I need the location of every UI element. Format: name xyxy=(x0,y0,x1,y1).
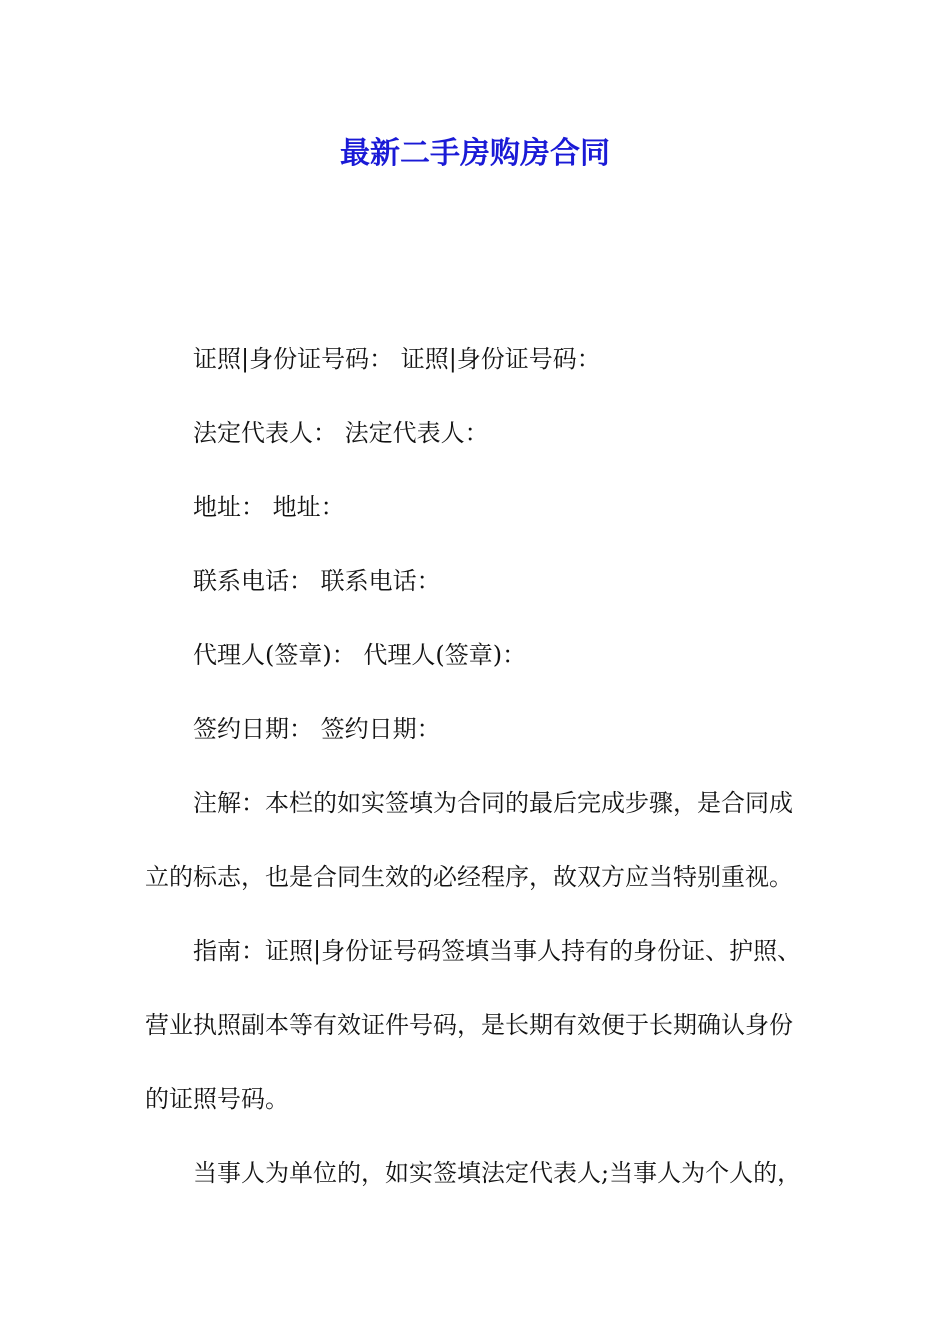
field-legal-representative: 法定代表人： 法定代表人： xyxy=(193,419,489,447)
field-id-number: 证照|身份证号码： 证照|身份证号码： xyxy=(193,345,601,373)
party-paragraph-line-1: 当事人为单位的，如实签填法定代表人;当事人为个人的， xyxy=(193,1159,802,1187)
field-signing-date: 签约日期： 签约日期： xyxy=(193,715,441,743)
guide-paragraph-line-2: 营业执照副本等有效证件号码，是长期有效便于长期确认身份 xyxy=(145,1011,793,1039)
note-paragraph-line-2: 立的标志，也是合同生效的必经程序，故双方应当特别重视。 xyxy=(145,863,793,891)
document-title: 最新二手房购房合同 xyxy=(340,136,610,171)
field-phone: 联系电话： 联系电话： xyxy=(193,567,441,595)
field-address: 地址： 地址： xyxy=(193,493,345,521)
guide-paragraph-line-3: 的证照号码。 xyxy=(145,1085,289,1113)
guide-paragraph-line-1: 指南：证照|身份证号码签填当事人持有的身份证、护照、 xyxy=(193,937,802,965)
note-paragraph-line-1: 注解：本栏的如实签填为合同的最后完成步骤，是合同成 xyxy=(193,789,793,817)
field-agent-signature: 代理人(签章)： 代理人(签章)： xyxy=(193,641,527,669)
